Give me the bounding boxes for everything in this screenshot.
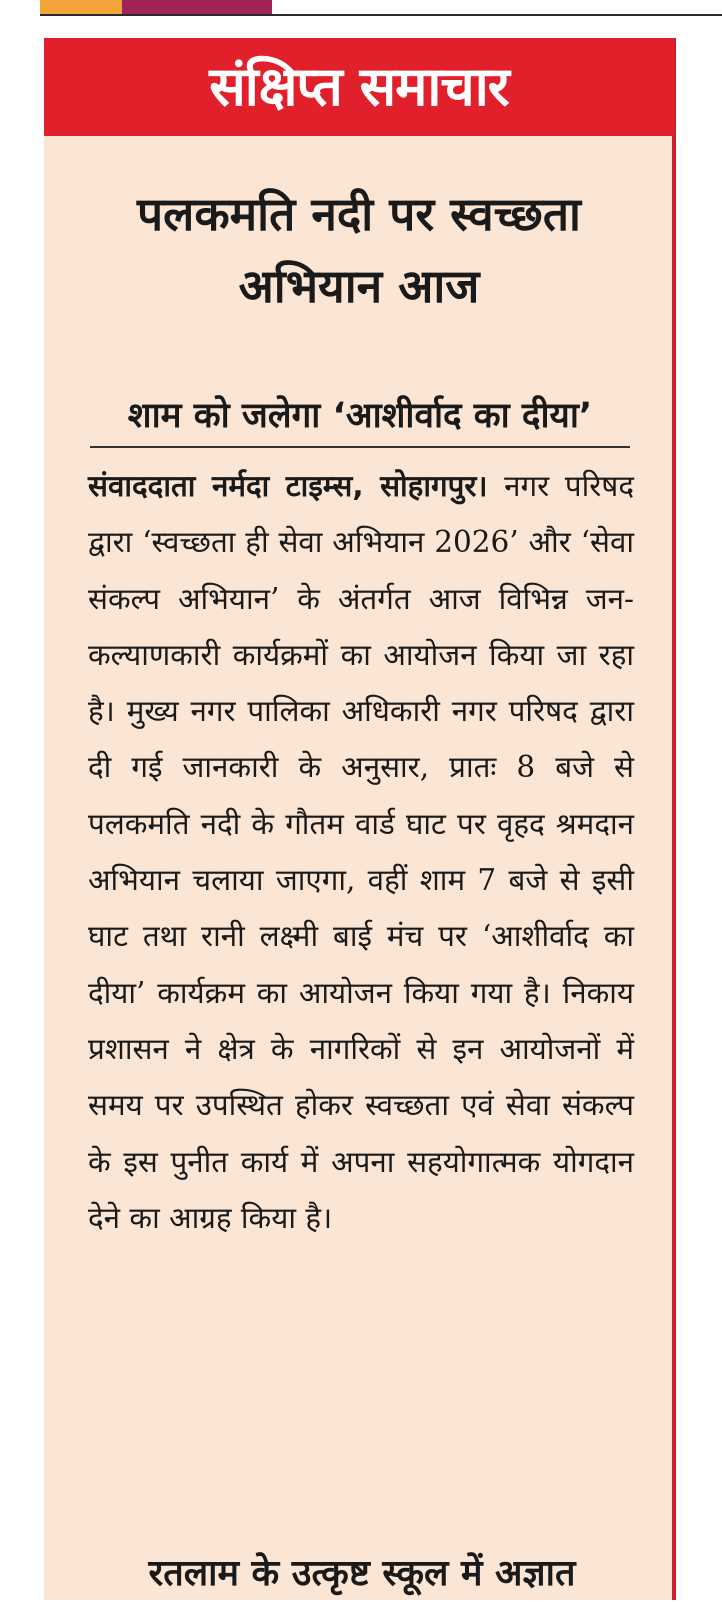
top-color-strip (0, 0, 722, 18)
section-banner: संक्षिप्त समाचार (44, 38, 674, 136)
article-body (88, 458, 634, 1246)
next-article-headline: रतलाम के उत्कृष्ट स्कूल में अज्ञात (148, 1553, 576, 1594)
top-divider (40, 14, 722, 16)
article-subheadline: शाम को जलेगा ‘आशीर्वाद का दीया’ (127, 396, 593, 436)
subheadline-rule (90, 446, 630, 448)
article-headline (54, 178, 664, 322)
headline-line-1: पलकमति नदी पर स्वच्छता (137, 187, 581, 241)
article-body-text: नगर परिषद द्वारा ‘स्वच्छता ही सेवा अभियान 2026’ और ‘सेवा संकल्प अभियान’ के अंतर्गत आज विभिन्न जन-कल्याणकारी कार्यक्रमों का आयोजन किया जा रहा है। मुख्य नगर पालिका अधिकारी नगर परिषद द्वारा दी गई जानकारी के अनुसार, प्रातः 8 बजे से पलकमति नदी के गौतम वार्ड घाट पर वृहद श्रमदान अभियान चलाया जाएगा, वहीं शाम 7 बजे से इसी घाट तथा रानी लक्ष्मी बाई मंच पर ‘आशीर्वाद का दीया’ कार्यक्रम का आयोजन किया गया है। निकाय प्रशासन ने क्षेत्र के नागरिकों से इन आयोजनों में समय पर उपस्थित होकर स्वच्छता एवं सेवा संकल्प के इस पुनीत कार्य में अपना सहयोगात्मक योगदान देने का आग्रह किया है। (88, 469, 634, 1235)
article-dateline: संवाददाता नर्मदा टाइम्स, सोहागपुर। (88, 469, 505, 503)
headline-line-2: अभियान आज (238, 259, 480, 313)
news-brief-box (44, 38, 676, 1600)
